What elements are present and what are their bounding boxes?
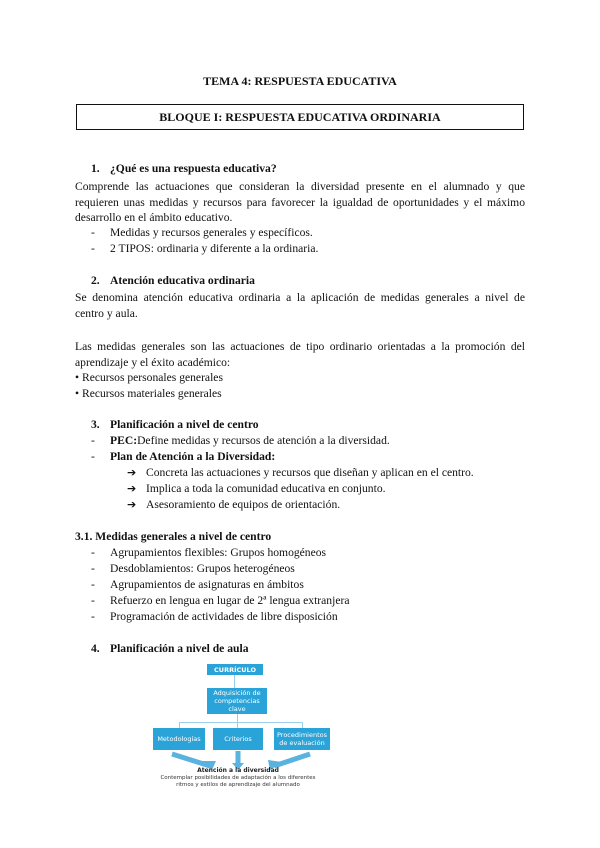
diagram-middle-box: Adquisición de competencias clave (207, 688, 267, 714)
pec-text: Define medidas y recursos de atención a la diversidad. (137, 434, 390, 447)
s3-number: 3. (91, 418, 100, 431)
s1-heading: ¿Qué es una respuesta educativa? (110, 162, 277, 175)
arrow-icon: ➔ (127, 498, 137, 511)
s31-item-4: Refuerzo en lengua en lugar de 2ª lengua extranjera (110, 594, 350, 607)
arrow-icon: ➔ (127, 482, 137, 495)
diagram-top-box: CURRÍCULO (207, 664, 263, 675)
dash: - (91, 242, 95, 255)
connector-line (179, 722, 303, 723)
plan-item-2: Implica a toda la comunidad educativa en conjunto. (146, 482, 386, 495)
s31-item-2: Desdoblamientos: Grupos heterogéneos (110, 562, 295, 575)
s1-bullet-1: Medidas y recursos generales y específicos. (110, 226, 313, 239)
page-title: TEMA 4: RESPUESTA EDUCATIVA (203, 74, 397, 88)
s1-paragraph (75, 179, 525, 226)
s1-bullet-2: 2 TIPOS: ordinaria y diferente a la ordinaria. (110, 242, 319, 255)
s1-line-1: Comprende las actuaciones que consideran la diversidad presente en el alumnado y que (75, 180, 525, 193)
plan-item-1: Concreta las actuaciones y recursos que diseñan y aplican en el centro. (146, 466, 474, 479)
s4-number: 4. (91, 642, 100, 655)
diagram-center-box: Criterios (213, 728, 263, 750)
plan-label: Plan de Atención a la Diversidad: (110, 450, 276, 463)
dash: - (91, 546, 95, 559)
dash: - (91, 434, 95, 447)
diagram-right-box: Procedimientos de evaluación (274, 728, 330, 750)
plan-item-3: Asesoramiento de equipos de orientación. (146, 498, 341, 511)
dash: - (91, 226, 95, 239)
s31-item-5: Programación de actividades de libre disposición (110, 610, 338, 623)
left-arrow-icon (172, 754, 210, 766)
s2-number: 2. (91, 274, 100, 287)
s2-point-2: • Recursos materiales generales (75, 387, 222, 400)
dash: - (91, 562, 95, 575)
s2-p2-line-2: aprendizaje y el éxito académico: (75, 355, 231, 369)
s31-item-1: Agrupamientos flexibles: Grupos homogéneos (110, 546, 327, 559)
s2-point-1: • Recursos personales generales (75, 371, 223, 384)
dash: - (91, 610, 95, 623)
s2-paragraph-2 (75, 339, 525, 370)
dash: - (91, 450, 95, 463)
s31-heading: 3.1. Medidas generales a nivel de centro (75, 530, 272, 543)
s2-line-1: Se denomina atención educativa ordinaria a la aplicación de medidas generales a nivel de (75, 291, 525, 304)
s31-item-3: Agrupamientos de asignaturas en ámbitos (110, 578, 304, 591)
s2-heading: Atención educativa ordinaria (110, 274, 255, 287)
dash: - (91, 594, 95, 607)
s4-heading: Planificación a nivel de aula (110, 642, 249, 655)
block-title-box: BLOQUE I: RESPUESTA EDUCATIVA ORDINARIA (76, 104, 524, 130)
pec-label: PEC: (110, 434, 138, 447)
s2-line-2: centro y aula. (75, 306, 138, 320)
diagram-footer-text-1: Contemplar posibilidades de adaptación a los diferentes (160, 775, 316, 781)
diagram-footer-title: Atención a la diversidad (197, 767, 279, 774)
s2-p2-line-1: Las medidas generales son las actuaciones de tipo ordinario orientadas a la promoción del (75, 340, 525, 353)
s2-paragraph (75, 290, 525, 321)
diagram-left-box: Metodologías (153, 728, 205, 750)
s1-number: 1. (91, 162, 100, 175)
s3-pec (110, 434, 390, 448)
s3-heading: Planificación a nivel de centro (110, 418, 259, 431)
dash: - (91, 578, 95, 591)
s1-line-2: requieren unas medidas y recursos para favorecer la igualdad de oportunidades y el máximo (75, 195, 525, 209)
connector-line (234, 675, 235, 688)
diagram-footer-text-2: ritmos y estilos de aprendizaje del alumnado (176, 782, 300, 788)
right-arrow-icon (274, 754, 310, 766)
arrow-icon: ➔ (127, 466, 137, 479)
s1-line-3: desarrollo en el ámbito educativo. (75, 211, 233, 224)
